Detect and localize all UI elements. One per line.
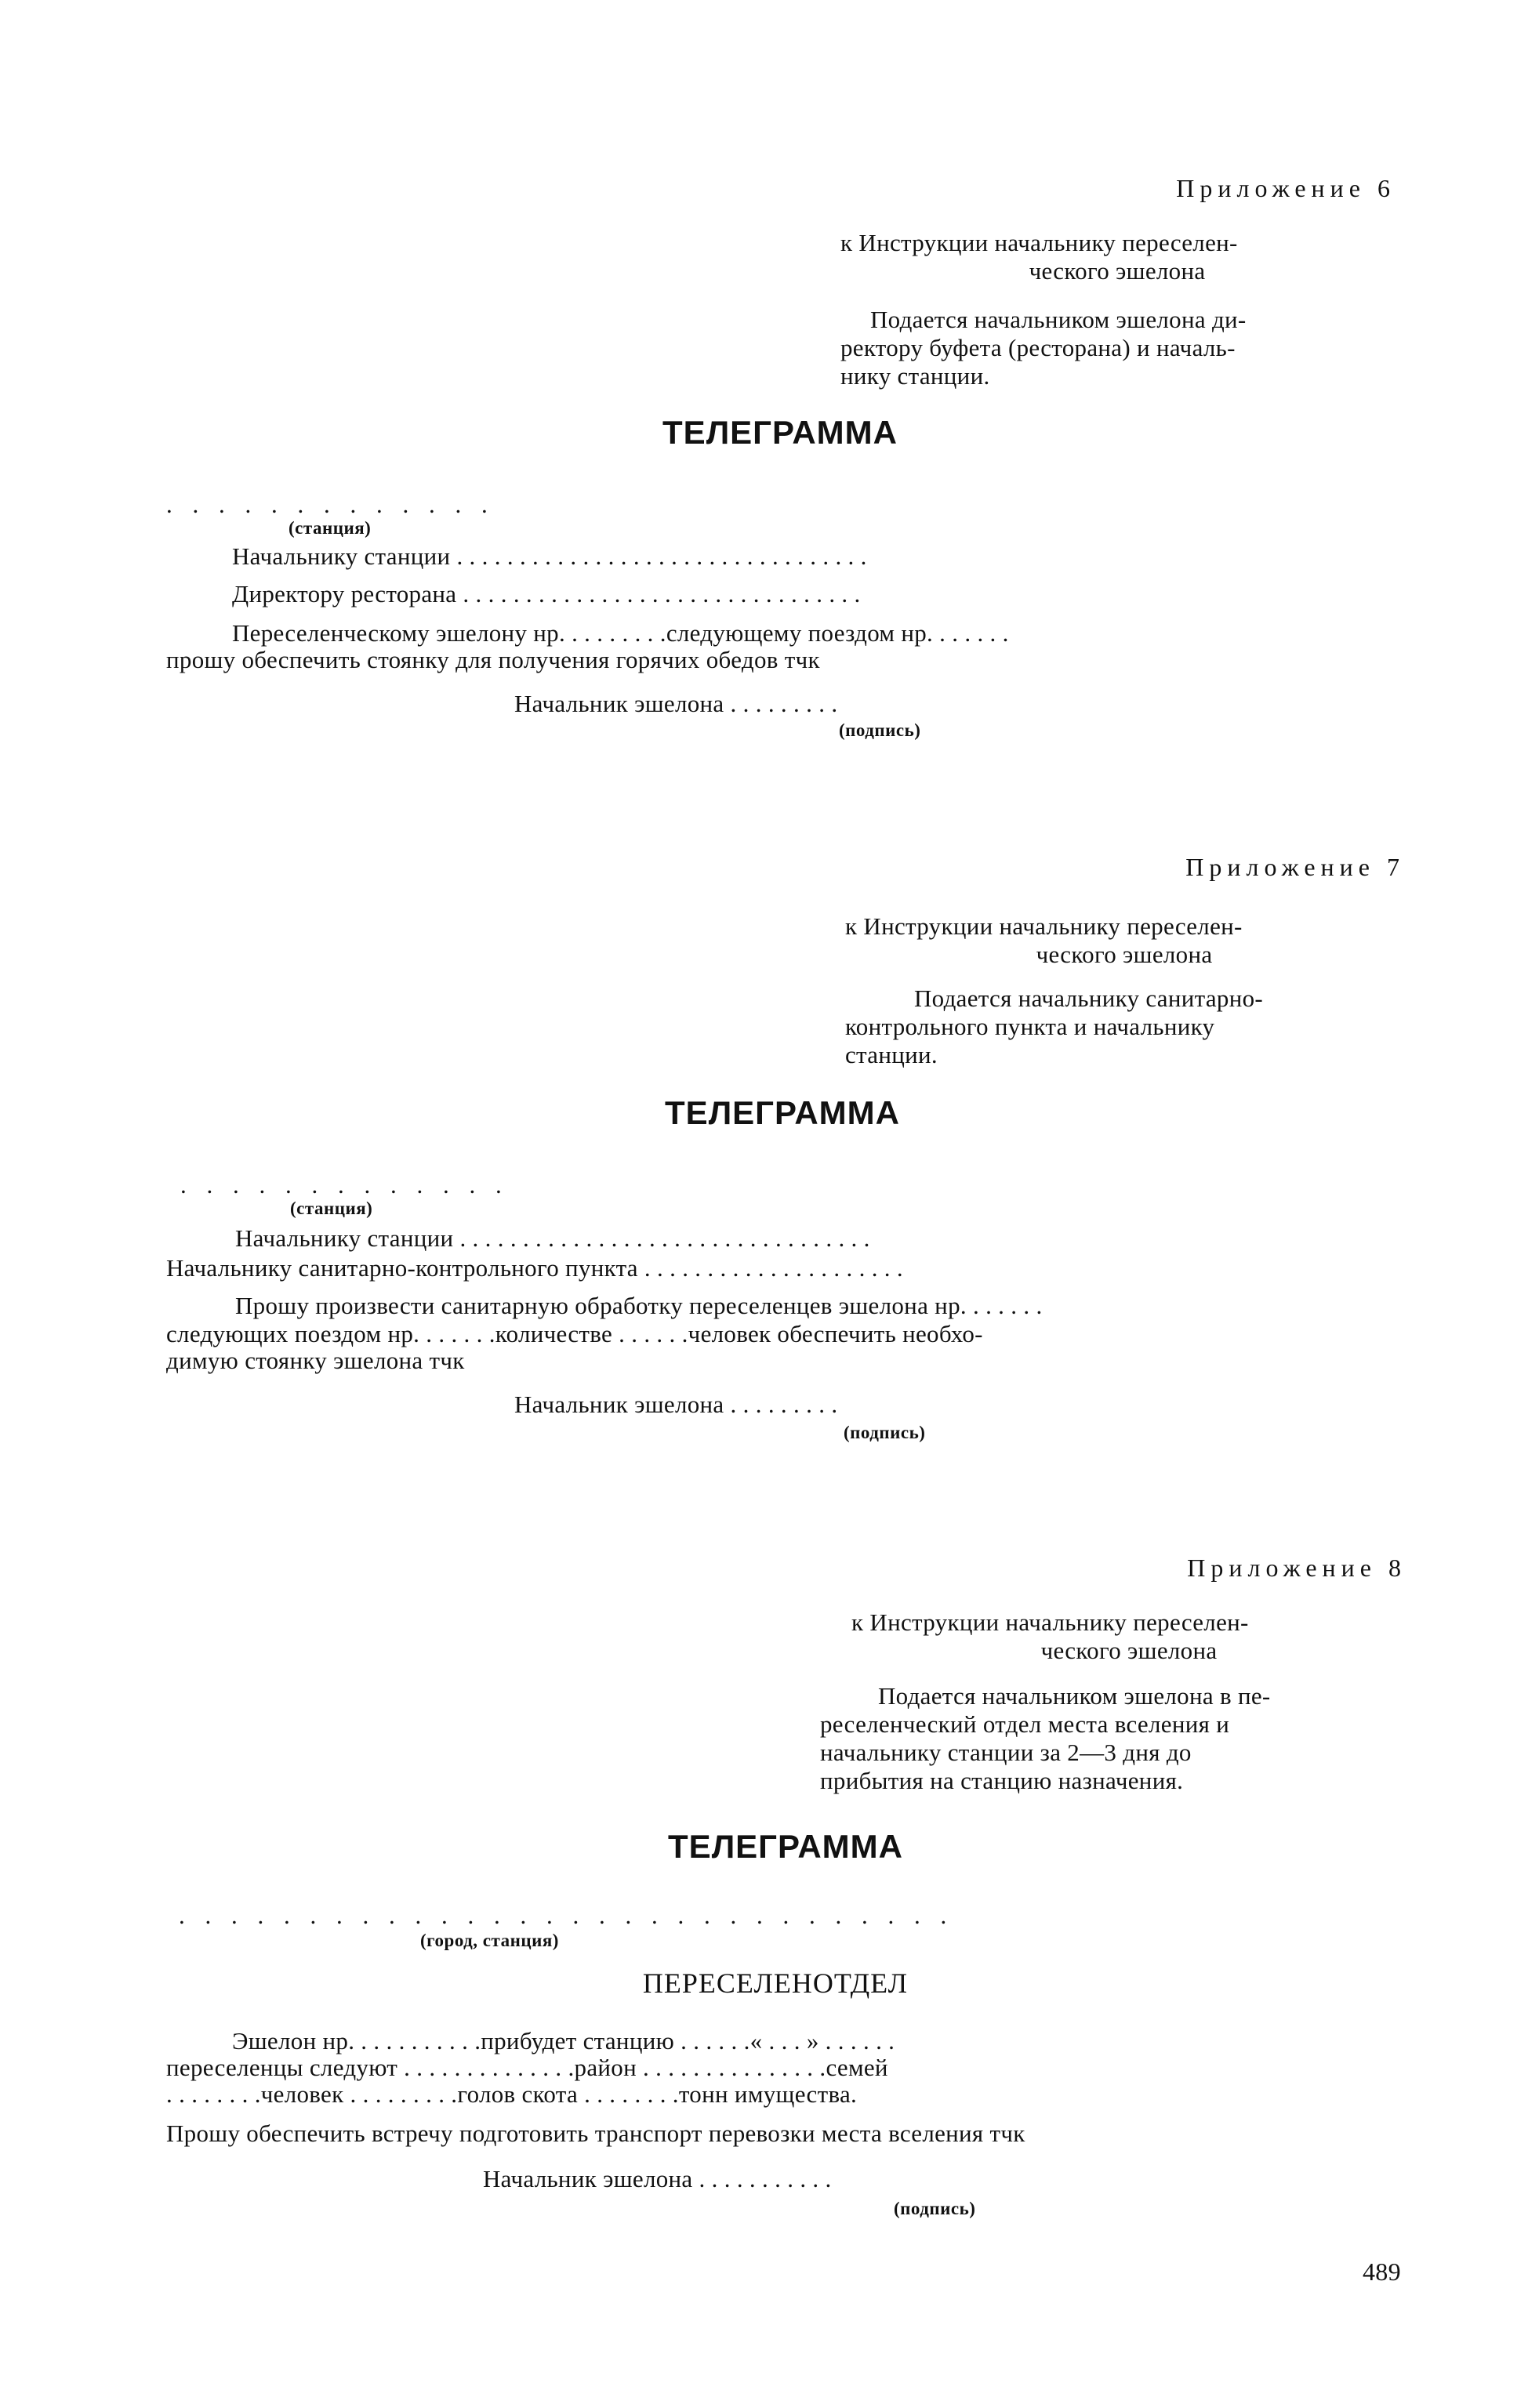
signature-caption: (подпись) — [894, 2199, 976, 2218]
signature-line: Начальник эшелона . . . . . . . . . — [514, 1391, 838, 1418]
note-line: контрольного пункта и начальнику — [845, 1013, 1215, 1040]
note-line: ректору буфета (ресторана) и началь- — [840, 334, 1236, 361]
telegram-title: ТЕЛЕГРАММА — [665, 1094, 900, 1131]
telegram-line: Начальнику санитарно-контрольного пункта . . . . . . . . . . . . . . . . . . . . . — [166, 1254, 903, 1282]
appendix-to-line: к Инструкции начальнику переселен- — [851, 1608, 1249, 1636]
note-line: Подается начальником эшелона в пе- — [878, 1682, 1271, 1710]
appendix-label: Приложение 8 — [1187, 1554, 1406, 1582]
note-line: реселенческий отдел места вселения и — [820, 1710, 1230, 1738]
station-dots: . . . . . . . . . . . . . — [166, 491, 495, 518]
note-line: прибытия на станцию назначения. — [820, 1767, 1184, 1794]
signature-caption: (подпись) — [839, 720, 921, 740]
telegram-line: следующих поездом нр. . . . . . .количестве . . . . . .человек обеспечить необхо- — [166, 1320, 983, 1347]
telegram-line: Эшелон нр. . . . . . . . . . .прибудет станцию . . . . . .« . . . » . . . . . . — [232, 2027, 895, 2054]
note-line: Подается начальником эшелона ди- — [870, 306, 1247, 333]
place-caption: (город, станция) — [420, 1931, 559, 1950]
telegram-line: Начальнику станции . . . . . . . . . . . . . . . . . . . . . . . . . . . . . . . . . — [235, 1224, 870, 1252]
appendix-to-line: ческого эшелона — [1036, 941, 1213, 968]
note-line: станции. — [845, 1041, 938, 1068]
note-line: нику станции. — [840, 362, 990, 390]
station-dots: . . . . . . . . . . . . . — [180, 1171, 509, 1199]
station-caption: (станция) — [290, 1199, 373, 1218]
telegram-line: димую стоянку эшелона тчк — [166, 1347, 465, 1374]
note-line: Подается начальнику санитарно- — [914, 985, 1264, 1012]
appendix-to-line: ческого эшелона — [1040, 1637, 1218, 1664]
appendix-label: Приложение 6 — [1176, 174, 1396, 202]
place-dots: . . . . . . . . . . . . . . . . . . . . . . . . . . . . . . — [179, 1902, 954, 1929]
station-caption: (станция) — [289, 518, 372, 538]
appendix-label: Приложение 7 — [1185, 853, 1405, 881]
telegram-line: переселенцы следуют . . . . . . . . . . . . . .район . . . . . . . . . . . . . . .семей — [166, 2054, 888, 2081]
telegram-line: Прошу обеспечить встречу подготовить транспорт перевозки места вселения тчк — [166, 2120, 1025, 2147]
addressee-title: ПЕРЕСЕЛЕНОТДЕЛ — [642, 1967, 909, 1999]
appendix-to-line: к Инструкции начальнику переселен- — [840, 229, 1238, 256]
note-line: начальнику станции за 2—3 дня до — [820, 1739, 1192, 1766]
telegram-line: Переселенческому эшелону нр. . . . . . . . .следующему поездом нр. . . . . . . — [232, 619, 1009, 647]
signature-caption: (подпись) — [844, 1423, 926, 1442]
appendix-to-line: к Инструкции начальнику переселен- — [845, 912, 1243, 940]
page-number: 489 — [1363, 2258, 1401, 2286]
telegram-line: Прошу произвести санитарную обработку переселенцев эшелона нр. . . . . . . — [235, 1292, 1043, 1319]
telegram-line: . . . . . . . .человек . . . . . . . . .голов скота . . . . . . . .тонн имущества. — [166, 2080, 858, 2108]
signature-line: Начальник эшелона . . . . . . . . . . . — [483, 2165, 832, 2192]
telegram-line: прошу обеспечить стоянку для получения горячих обедов тчк — [166, 646, 820, 673]
telegram-line: Начальнику станции . . . . . . . . . . . . . . . . . . . . . . . . . . . . . . . . . — [232, 542, 867, 570]
appendix-to-line: ческого эшелона — [1029, 257, 1206, 285]
telegram-line: Директору ресторана . . . . . . . . . . . . . . . . . . . . . . . . . . . . . . . . — [232, 580, 861, 607]
telegram-title: ТЕЛЕГРАММА — [662, 414, 898, 451]
telegram-title: ТЕЛЕГРАММА — [668, 1828, 903, 1865]
signature-line: Начальник эшелона . . . . . . . . . — [514, 690, 838, 717]
